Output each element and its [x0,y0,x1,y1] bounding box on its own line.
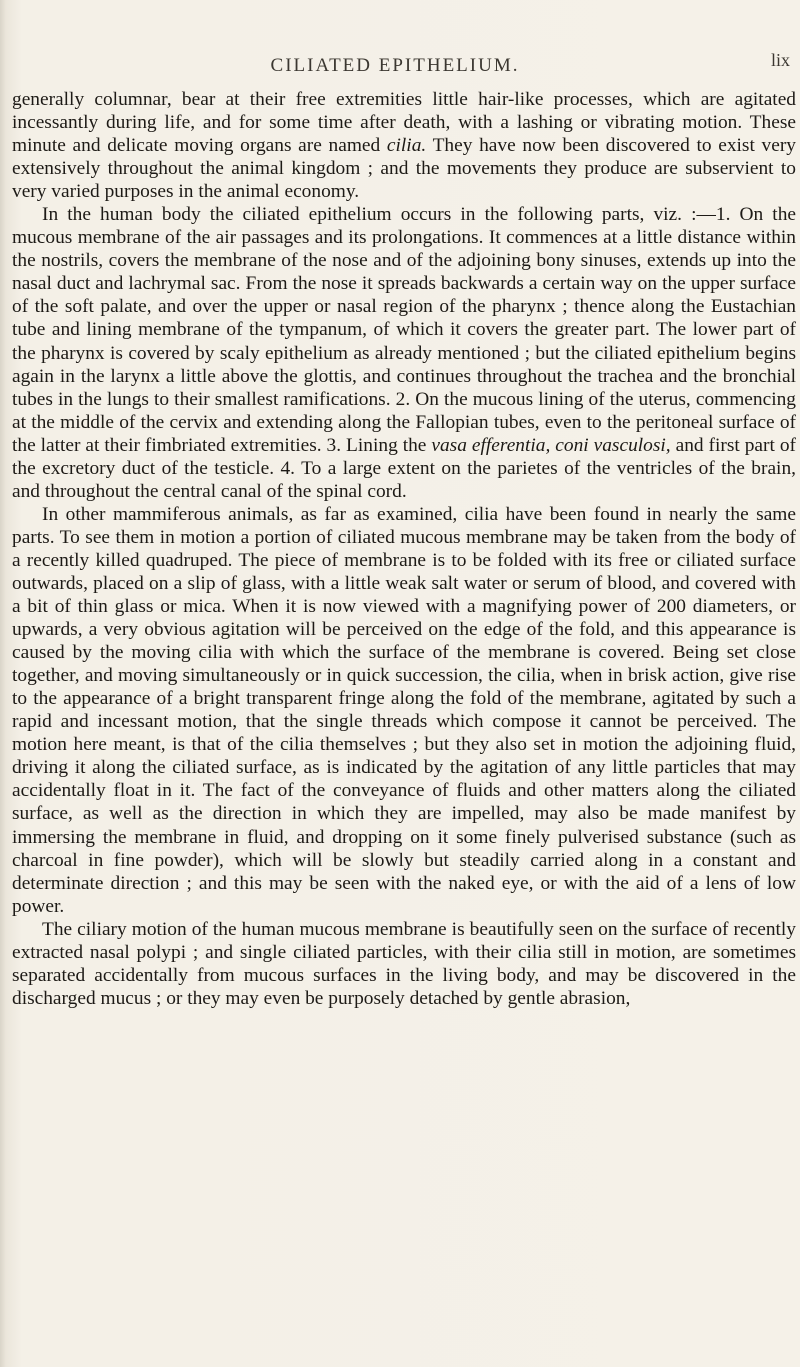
text-segment: In other mammiferous animals, as far as examined, cilia have been found in nearly the same parts. To see them in motion a portion of ciliated mucous membrane may be taken from the body of a recently killed quadruped. The piece of membrane is to be folded with its free or ciliated surface outwards, placed on a slip of glass, with a little weak salt water or serum of blood, and covered with a bit of thin glass or mica. When it is now viewed with a magnifying power of 200 diameters, or upwards, a very obvious agitation will be perceived on the edge of the fold, and this appearance is caused by the moving cilia with which the surface of the membrane is covered. Being set close together, and moving simultaneously or in quick succession, the cilia, when in brisk action, give rise to the appearance of a bright transparent fringe along the fold of the membrane, agitated by such a rapid and incessant motion, that the single threads which compose it cannot be perceived. The motion here meant, is that of the cilia themselves ; but they also set in motion the adjoining fluid, driving it along the ciliated surface, as is indicated by the agitation of any little particles that may accidentally float in it. The fact of the conveyance of fluids and other matters along the ciliated surface, as well as the direction in which they are impelled, may also be made manifest by immersing the membrane in fluid, and dropping on it some finely pulverised substance (such as charcoal in fine powder), which will be slowly but steadily carried along in a constant and determinate direction ; and this may be seen with the naked eye, or with the aid of a lens of low power. [12,503,796,917]
running-title: CILIATED EPITHELIUM. [270,55,520,76]
text-segment-italic: cilia. [386,135,427,157]
paragraph-3 [12,503,796,918]
paragraph-2 [12,203,796,503]
text-segment: and first part of the excretory duct of the testicle. 4. To a large extent on the parietes of the ventricles of the brain, and throughout the central canal of the spinal cord. [12,434,796,502]
paragraph-1 [12,88,796,203]
body-text [12,88,796,1010]
text-segment: The ciliary motion of the human mucous membrane is beautifully seen on the surface of recently extracted nasal polypi ; and single ciliated particles, with their cilia still in motion, are sometimes separated accidentally from mucous surfaces in the living body, and may be discovered in the discharged mucus ; or they may even be purposely detached by gentle abrasion, [12,918,796,1009]
paragraph-4 [12,918,796,1010]
text-segment: In the human body the ciliated epithelium occurs in the following parts, viz. :—1. On the mucous membrane of the air passages and its prolongations. It commences at a little distance within the nostrils, covers the membrane of the nose and of the adjoining bony sinuses, extends up into the nasal duct and lachrymal sac. From the nose it spreads backwards a certain way on the upper surface of the soft palate, and over the upper or nasal region of the pharynx ; thence along the Eustachian tube and lining membrane of the tympanum, of which it covers the greater part. The lower part of the pharynx is covered by scaly epithelium as already mentioned ; but the ciliated epithelium begins again in the larynx a little above the glottis, and continues throughout the trachea and the bronchial tubes in the lungs to their smallest ramifications. 2. On the mucous lining of the uterus, commencing at the middle of the cervix and extending along the Fallopian tubes, even to the peritoneal surface of the latter at their fimbriated extremities. 3. Lining the [12,204,796,456]
text-segment: generally columnar, bear at their free extremities little hair-like processes, which are agitated incessantly during life, and for some time after death, with a lashing or vibrating motion. These minute and delicate moving organs are named [12,89,796,157]
text-segment: They have now been discovered to exist very extensively throughout the animal kingdom ; and the movements they produce are subservient to very varied purposes in the animal economy. [12,135,796,203]
page-number: lix [770,50,790,70]
text-segment-italic: vasa efferentia, coni vasculosi, [431,434,671,456]
